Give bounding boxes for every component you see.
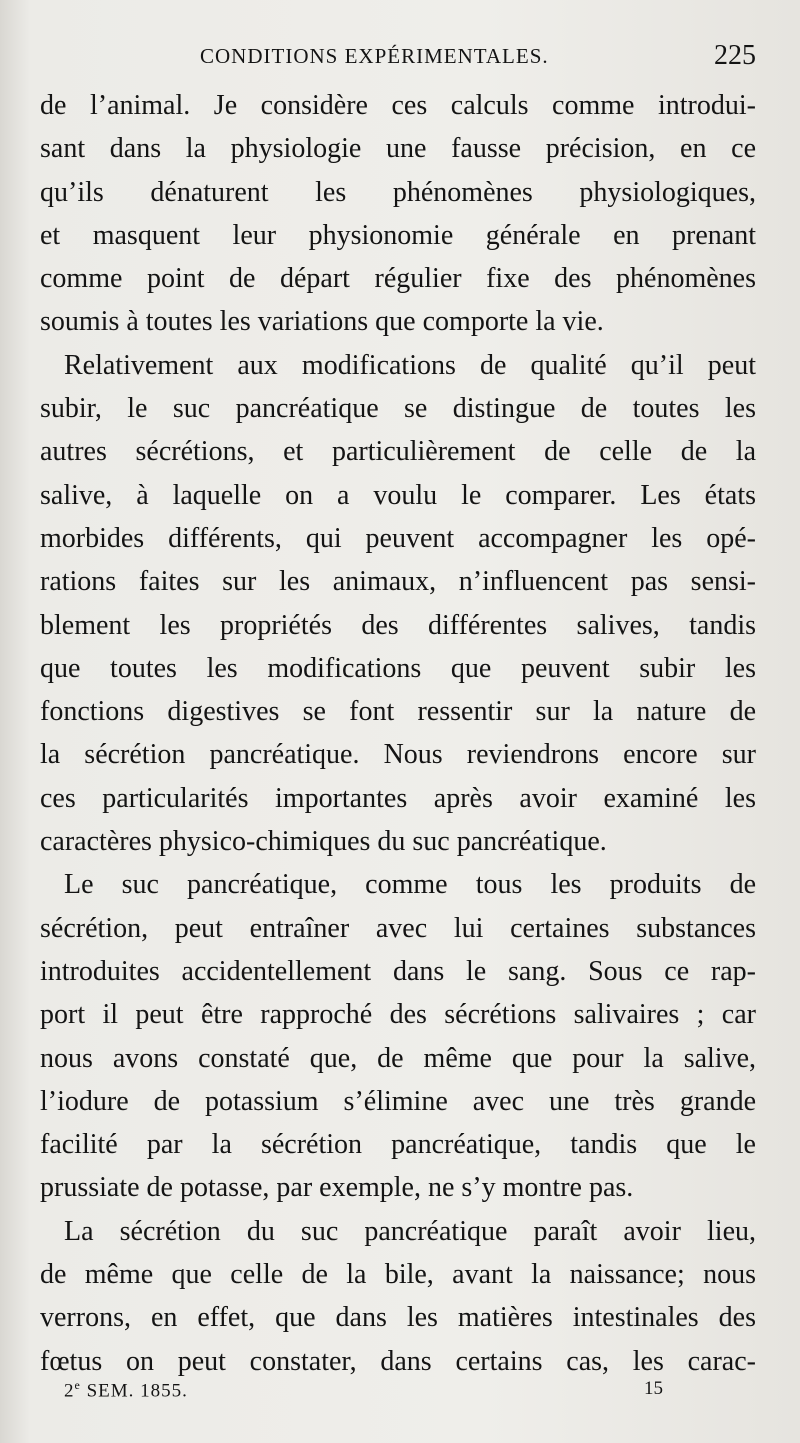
page-header: [40, 40, 756, 80]
text-line: sécrétion, peut entraîner avec lui certaines substances: [40, 912, 756, 944]
paragraph-1: [40, 84, 756, 344]
text-line: subir, le suc pancréatique se distingue de toutes les: [40, 393, 756, 425]
text-line: que toutes les modifications que peuvent subir les: [40, 652, 756, 684]
text-line: et masquent leur physionomie générale en prenant: [40, 219, 756, 251]
text-line: nous avons constaté que, de même que pour la salive,: [40, 1042, 756, 1074]
text-line: rations faites sur les animaux, n’influencent pas sensi-: [40, 566, 756, 598]
page-footer: [40, 1378, 756, 1408]
text-line: comme point de départ régulier fixe des phénomènes: [40, 263, 756, 295]
page-number: 225: [714, 40, 756, 71]
text-line: salive, à laquelle on a voulu le comparer. Les états: [40, 479, 756, 511]
text-line: introduites accidentellement dans le sang. Sous ce rap-: [40, 955, 756, 987]
text-line: port il peut être rapproché des sécrétions salivaires ; car: [40, 999, 756, 1031]
text-line: blement les propriétés des différentes salives, tandis: [40, 609, 756, 641]
text-line: autres sécrétions, et particulièrement de celle de la: [40, 436, 756, 468]
text-line: fœtus on peut constater, dans certains cas, les carac-: [40, 1345, 756, 1377]
text-line: verrons, en effet, que dans les matières intestinales des: [40, 1302, 756, 1334]
text-line: ces particularités importantes après avoir examiné les: [40, 782, 756, 814]
paragraph-2: [40, 344, 756, 864]
text-line: sant dans la physiologie une fausse précision, en ce: [40, 133, 756, 165]
text-line: qu’ils dénaturent les phénomènes physiologiques,: [40, 176, 756, 208]
text-line: morbides différents, qui peuvent accompagner les opé-: [40, 522, 756, 554]
text-line: de l’animal. Je considère ces calculs comme introdui-: [40, 90, 756, 121]
text-line: la sécrétion pancréatique. Nous reviendrons encore sur: [40, 739, 756, 771]
text-line: Relativement aux modifications de qualité qu’il peut: [64, 349, 756, 381]
text-line: de même que celle de la bile, avant la naissance; nous: [40, 1259, 756, 1291]
text-line: facilité par la sécrétion pancréatique, tandis que le: [40, 1129, 756, 1161]
text-line: caractères physico-chimiques du suc pancréatique.: [40, 826, 607, 858]
signature-number: 2: [64, 1380, 75, 1402]
text-line: La sécrétion du suc pancréatique paraît avoir lieu,: [64, 1215, 756, 1247]
text-line: Le suc pancréatique, comme tous les produits de: [64, 869, 756, 901]
running-title: CONDITIONS EXPÉRIMENTALES.: [200, 44, 549, 68]
text-line: prussiate de potasse, par exemple, ne s’y montre pas.: [40, 1172, 634, 1204]
body-text: [40, 84, 756, 1383]
signature-superscript: e: [74, 1378, 81, 1392]
paragraph-4: [40, 1210, 756, 1383]
signature-rest: SEM. 1855.: [80, 1380, 188, 1402]
signature-mark: [64, 1378, 188, 1402]
text-line: l’iodure de potassium s’élimine avec une très grande: [40, 1085, 756, 1117]
sheet-number: 15: [644, 1378, 663, 1399]
text-line: fonctions digestives se font ressentir sur la nature de: [40, 696, 756, 728]
paragraph-3: [40, 863, 756, 1209]
text-line: soumis à toutes les variations que comporte la vie.: [40, 306, 604, 338]
